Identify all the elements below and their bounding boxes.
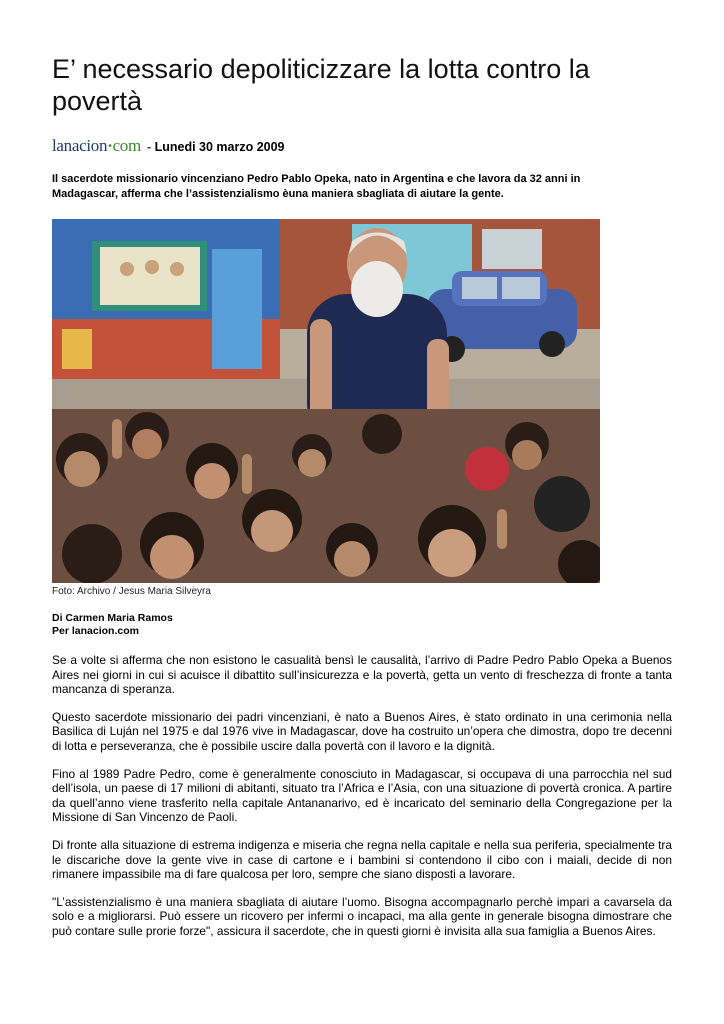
date-separator: - [146,140,152,154]
body-paragraph: Questo sacerdote missionario dei padri vincenziani, è nato a Buenos Aires, è stato ordinato in una cerimonia nella Basilica di Luján nel 1975 e dal 1976 vive in Madagascar, dove ha costruito un’opera che dimostra, dopo tre decenni di lotta e perseveranza, che è possibile uscire dalla povertà con il lavoro e la dignità. [52,709,672,753]
publication-date: Lunedi 30 marzo 2009 [154,140,285,154]
logo-dot: · [107,136,113,155]
article-body [52,653,672,952]
article-title: E’ necessario depoliticizzare la lotta contro la povertà [52,54,590,116]
article-lead: Il sacerdote missionario vincenziano Pedro Pablo Opeka, nato in Argentina e che lavora da 32 anni in Madagascar, afferma che l’assistenzialismo èuna maniera sbagliata di aiutare la gente. [52,173,581,200]
body-paragraph: Se a volte si afferma che non esistono le casualità bensì le causalità, l’arrivo di Padre Pedro Pablo Opeka a Buenos Aires nei giorni in cui si acuisce il dibattito sull’insicurezza e la povertà, getta un vento di freschezza di fronte a tanta mancanza di speranza. [52,653,672,697]
photo-caption: Foto: Archivo / Jesus Maria Silveyra [52,586,211,597]
logo-tld: com [112,136,141,155]
logo-name: lanacion [52,136,108,155]
publication-date-line [147,140,285,154]
byline-outlet: Per lanacion.com [52,625,139,637]
lanacion-logo[interactable] [52,136,141,156]
byline [52,612,173,638]
children-crowd [52,409,600,583]
body-paragraph: Fino al 1989 Padre Pedro, come è generalmente conosciuto in Madagascar, si occupava di una parrocchia nel sud dell’isola, un paese di 17 milioni di abitanti, situato tra l’Africa e l’Asia, con una situazione di povertà cronica. A partire da quell’anno viene trasferito nella capitale Antananarivo, ed è incaricato del seminario della Congregazione per la Missione di San Vincenzo de Paoli. [52,766,672,825]
byline-author: Di Carmen Maria Ramos [52,612,173,624]
body-paragraph: Di fronte alla situazione di estrema indigenza e miseria che regna nella capitale e nella sua periferia, specialmente tra le discariche dove la gente vive in case di cartone e i bambini si contendono il cibo con i maiali, decide di non rimanere impassibile ma di fare qualcosa per loro, sempre che siano disposti a lavorare. [52,837,672,882]
article-photo [52,219,600,583]
body-paragraph: "L’assistenzialismo è una maniera sbagliata di aiutare l’uomo. Bisogna accompagnarlo perchè impari a cavarsela da solo e a migliorarsi. Può essere un ricovero per infermi o incapaci, ma alla gente in generale bisogna dimostrare che può contare sulle prorie forze", assicura il sacerdote, che in questi giorni è invisita alla sua famiglia a Buenos Aires. [52,894,672,938]
source-line [52,136,285,156]
